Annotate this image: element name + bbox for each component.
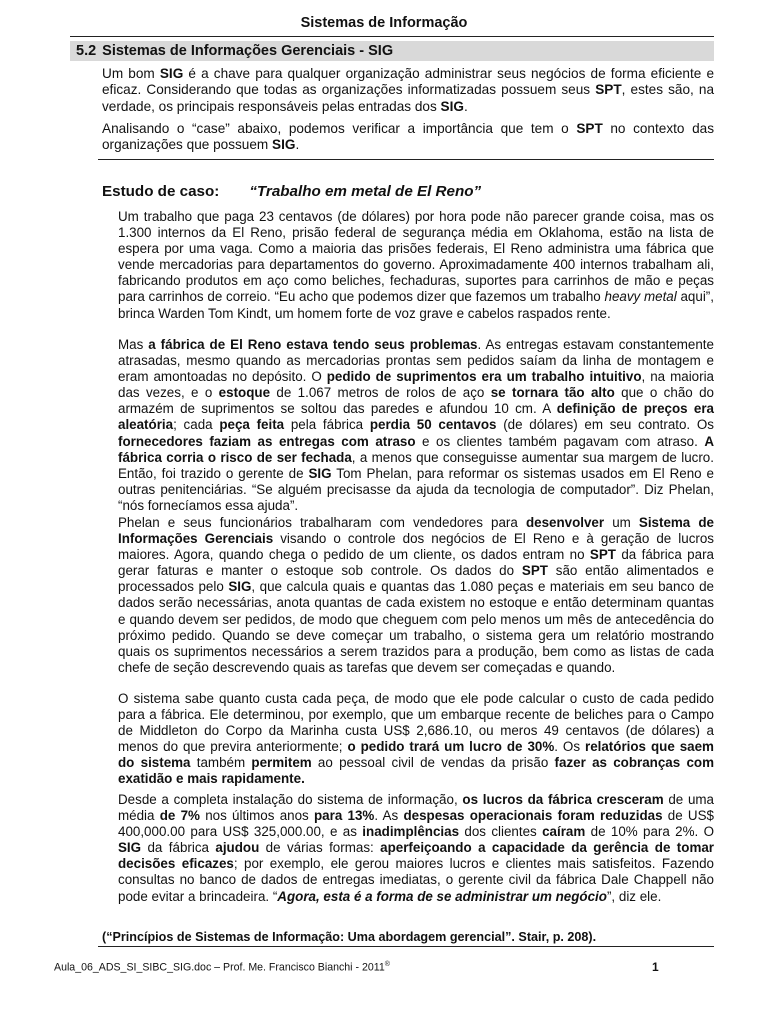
footer-divider xyxy=(98,946,714,947)
text-run: SIG xyxy=(308,465,332,481)
case-paragraph-2 xyxy=(118,337,714,514)
case-paragraph-5 xyxy=(118,792,714,905)
text-run: são então alimentados e processados pelo xyxy=(118,563,714,595)
text-run: inadimplências xyxy=(362,824,460,840)
section-divider xyxy=(98,159,714,160)
text-run: fazer as cobranças com exatidão e mais rapidamente. xyxy=(118,755,714,787)
text-run: SPT xyxy=(521,563,548,579)
intro-paragraph-1 xyxy=(102,66,714,115)
section-number: 5.2 xyxy=(76,43,97,59)
text-run: SIG xyxy=(228,579,252,595)
text-run: da fábrica para gerar faturas e manter o estoque sob controle. Os dados do xyxy=(118,547,714,579)
intro-paragraph-2 xyxy=(102,121,714,154)
text-run: ; por exemplo, ele gerou maiores lucros e clientes mais satisfeitos. Fazendo consultas no banco de dados de entregas imediatas, o gerente civil da fábrica Dale Chappell não pode evitar a brincadeira. “ xyxy=(118,856,714,904)
text-run: SPT xyxy=(589,547,616,563)
text-run: o pedido trará um lucro de 30% xyxy=(347,739,555,755)
text-run: fornecedores faziam as entregas com atraso xyxy=(118,433,416,449)
text-run: de várias formas: xyxy=(259,840,381,856)
text-run: caíram xyxy=(542,824,586,840)
text-run: da fábrica xyxy=(141,840,216,856)
text-run: SIG xyxy=(272,137,296,153)
case-paragraph-3 xyxy=(118,515,714,676)
text-run: O sistema sabe quanto custa cada peça, de modo que ele pode calcular o custo de cada pedido para a fábrica. Ele determinou, por exemplo, que um embarque recente de beliches para o Campo de Middleton do Corpo da Marinha custa US$ 2,686.10, ou meros 49 centavos (de dólares) a menos do que previra anteriormente; xyxy=(118,691,714,755)
section-title: Sistemas de Informações Gerenciais - SIG xyxy=(102,43,394,59)
registered-mark: ® xyxy=(384,961,390,968)
text-run: nos últimos anos xyxy=(199,808,314,824)
text-run: aqui”, brinca Warden Tom Kindt, um homem forte de voz grave e cabelos raspados rente. xyxy=(118,289,714,321)
header-divider xyxy=(70,36,714,37)
text-run: dos clientes xyxy=(459,824,543,840)
text-run: aperfeiçoando a capacidade da gerência de tomar decisões eficazes xyxy=(118,840,715,872)
text-run: Analisando o “case” abaixo, podemos verificar a importância que tem o xyxy=(102,121,577,136)
text-run: pela fábrica xyxy=(284,417,370,433)
text-run: ao pessoal civil de vendas da prisão xyxy=(311,755,555,771)
case-paragraph-1 xyxy=(118,209,714,322)
text-run: peça feita xyxy=(219,417,285,433)
footer-text xyxy=(54,961,390,974)
page-header-title: Sistemas de Informação xyxy=(300,15,468,31)
case-paragraph-4 xyxy=(118,691,714,788)
text-run: heavy metal xyxy=(604,289,677,305)
text-run: é a chave para qualquer organização administrar seus negócios de forma eficiente e eficaz. Considerando que todas as organizações informatizadas possuem seus xyxy=(102,66,715,98)
text-run: para 13% xyxy=(313,808,375,824)
text-run: estoque xyxy=(218,385,271,401)
text-run: perdia 50 centavos xyxy=(369,417,497,433)
text-run: definição de preços era aleatória xyxy=(118,401,715,433)
text-run: relatórios que saem do sistema xyxy=(118,739,714,771)
text-run: um xyxy=(604,515,639,530)
case-study-title: “Trabalho em metal de El Reno” xyxy=(249,183,482,200)
case-study-label: Estudo de caso: xyxy=(102,183,220,200)
text-run: se tornara tão alto xyxy=(490,385,615,401)
page-number: 1 xyxy=(652,960,659,974)
text-run: SPT xyxy=(595,82,622,98)
text-run: , que calcula quais e quantas das 1.080 peças e materiais em seu banco de dados serão necessárias, anota quantas de cada existem no estoque e então determinam quantas e quando devem ser pedidos, de modo que cheguem com pelo menos um mês de antecedência do próximo pedido. Quando se deve começar um trabalho, o sistema gera um relatório mostrando quais os suprimentos necessários a serem trazidos para a produção, bem como as listas de cada chefe de seção descrevendo quais as tarefas que devem ser começadas e quando. xyxy=(118,579,714,675)
text-run: despesas operacionais foram reduzidas xyxy=(403,808,663,824)
source-citation: (“Princípios de Sistemas de Informação: Uma abordagem gerencial”. Stair, p. 208). xyxy=(102,930,597,944)
text-run: SIG xyxy=(159,66,184,81)
footer-filename: Aula_06_ADS_SI_SIBC_SIG.doc – Prof. Me. Francisco Bianchi - 2011 xyxy=(54,961,385,974)
text-run: e os clientes também pagavam com atraso. xyxy=(415,433,705,449)
text-run: permitem xyxy=(251,755,312,771)
text-run: que o chão do armazém de suprimentos se soltou das paredes e afundou 10 cm. A xyxy=(118,385,714,417)
text-run: SIG xyxy=(440,98,464,114)
text-run: Phelan e seus funcionários trabalharam com vendedores para xyxy=(118,515,526,530)
text-run: Mas xyxy=(118,337,149,352)
text-run: Um trabalho que paga 23 centavos (de dólares) por hora pode não parecer grande coisa, mas os 1.300 internos da El Reno, prisão federal de segurança média em Oklahoma, estão na lista de espera por uma vaga. Como a maioria das prisões federais, El Reno administra uma fábrica que vende mercadorias para departamentos do governo. Aproximadamente 400 internos trabalham ali, fabricando produtos em aço como beliches, fechaduras, suportes para carrinhos de mão e peças para carrinhos de correio. “Eu acho que podemos dizer que fazemos um trabalho xyxy=(118,209,714,305)
text-run: . Os xyxy=(554,739,585,755)
text-run: , a menos que conseguisse aumentar sua margem de lucro. Então, foi trazido o gerente de xyxy=(118,449,714,481)
text-run: ”, diz ele. xyxy=(606,888,662,904)
text-run: Desde a completa instalação do sistema de informação, xyxy=(118,792,463,807)
text-run: ; cada xyxy=(173,417,220,433)
text-run: de US$ 400,000.00 para US$ 325,000.00, e as xyxy=(118,808,714,840)
text-run: Agora, esta é a forma de se administrar um negócio xyxy=(277,888,607,904)
text-run: ajudou xyxy=(215,840,260,856)
case-study-heading xyxy=(102,183,481,200)
text-run: SPT xyxy=(576,121,603,136)
text-run: de 1.067 metros de rolos de aço xyxy=(270,385,491,401)
text-run: de uma média xyxy=(118,792,714,824)
text-run: Um bom xyxy=(102,66,160,81)
text-run: de 7% xyxy=(159,808,200,824)
text-run: os lucros da fábrica cresceram xyxy=(462,792,664,807)
section-heading-bar xyxy=(70,41,714,61)
text-run: Sistema de Informações Gerenciais xyxy=(118,515,714,547)
text-run: . As entregas estavam constantemente atrasadas, mesmo quando as mercadorias prontas sem pedidos saíam da linha de montagem e eram amontoadas no depósito. O xyxy=(118,337,714,385)
text-run: também xyxy=(190,755,252,771)
text-run: SIG xyxy=(118,840,142,856)
text-run: Tom Phelan, para reformar os sistemas usados em El Reno e outras penitenciárias. “Se alguém precisasse da ajuda da tecnologia de computador”. Diz Phelan, “nós fornecíamos essa ajuda”. xyxy=(118,465,714,513)
text-run: no contexto das organizações que possuem xyxy=(102,121,714,153)
text-run: de 10% para 2%. O xyxy=(585,824,715,840)
text-run: pedido de suprimentos era um trabalho intuitivo xyxy=(326,369,642,385)
text-run: , na maioria das vezes, e o xyxy=(118,369,714,401)
text-run: (de dólares) em seu contrato. Os xyxy=(496,417,715,433)
text-run: visando o controle dos negócios de El Reno e à geração de lucros maiores. Agora, quando chega o pedido de um cliente, os dados entram no xyxy=(118,531,714,563)
text-run: desenvolver xyxy=(525,515,605,530)
text-run: . As xyxy=(374,808,404,824)
text-run: a fábrica de El Reno estava tendo seus problemas xyxy=(148,337,478,352)
text-run: A fábrica corria o risco de ser fechada xyxy=(118,433,714,465)
text-run: . xyxy=(463,98,468,114)
text-run: , estes são, na verdade, os principais responsáveis pelas entradas dos xyxy=(102,82,715,114)
text-run: . xyxy=(295,137,300,153)
